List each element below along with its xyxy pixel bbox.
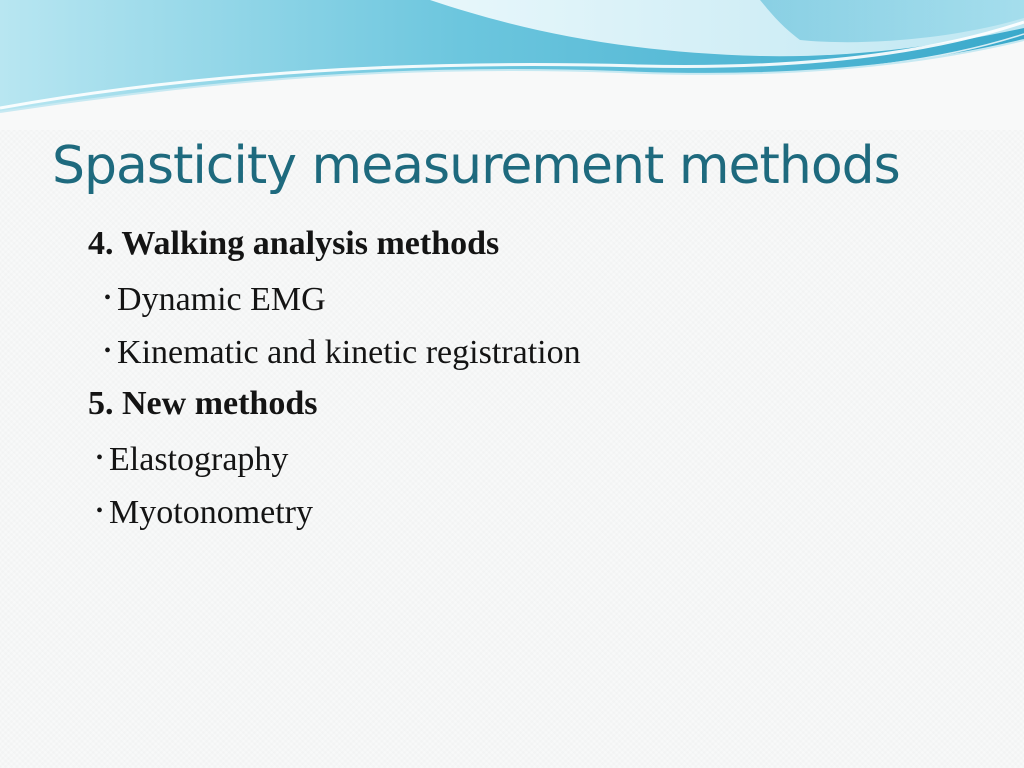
list-item [104,331,581,373]
list-item [96,491,313,533]
list-item-label: Elastography [109,441,289,478]
bullet-icon: • [96,447,104,469]
list-item-label: Myotonometry [109,494,313,531]
bullet-icon: • [96,500,104,522]
section-heading: 4. Walking analysis methods [88,225,500,262]
section-heading: 5. New methods [88,385,318,422]
bullet-icon: • [104,340,112,362]
header-wave-decoration [0,0,1024,130]
list-item-label: Kinematic and kinetic registration [117,334,581,371]
slide-title: Spasticity measurement methods [52,136,900,196]
list-item [96,438,288,480]
bullet-icon: • [104,287,112,309]
list-item-label: Dynamic EMG [117,281,326,318]
list-item [104,278,326,320]
